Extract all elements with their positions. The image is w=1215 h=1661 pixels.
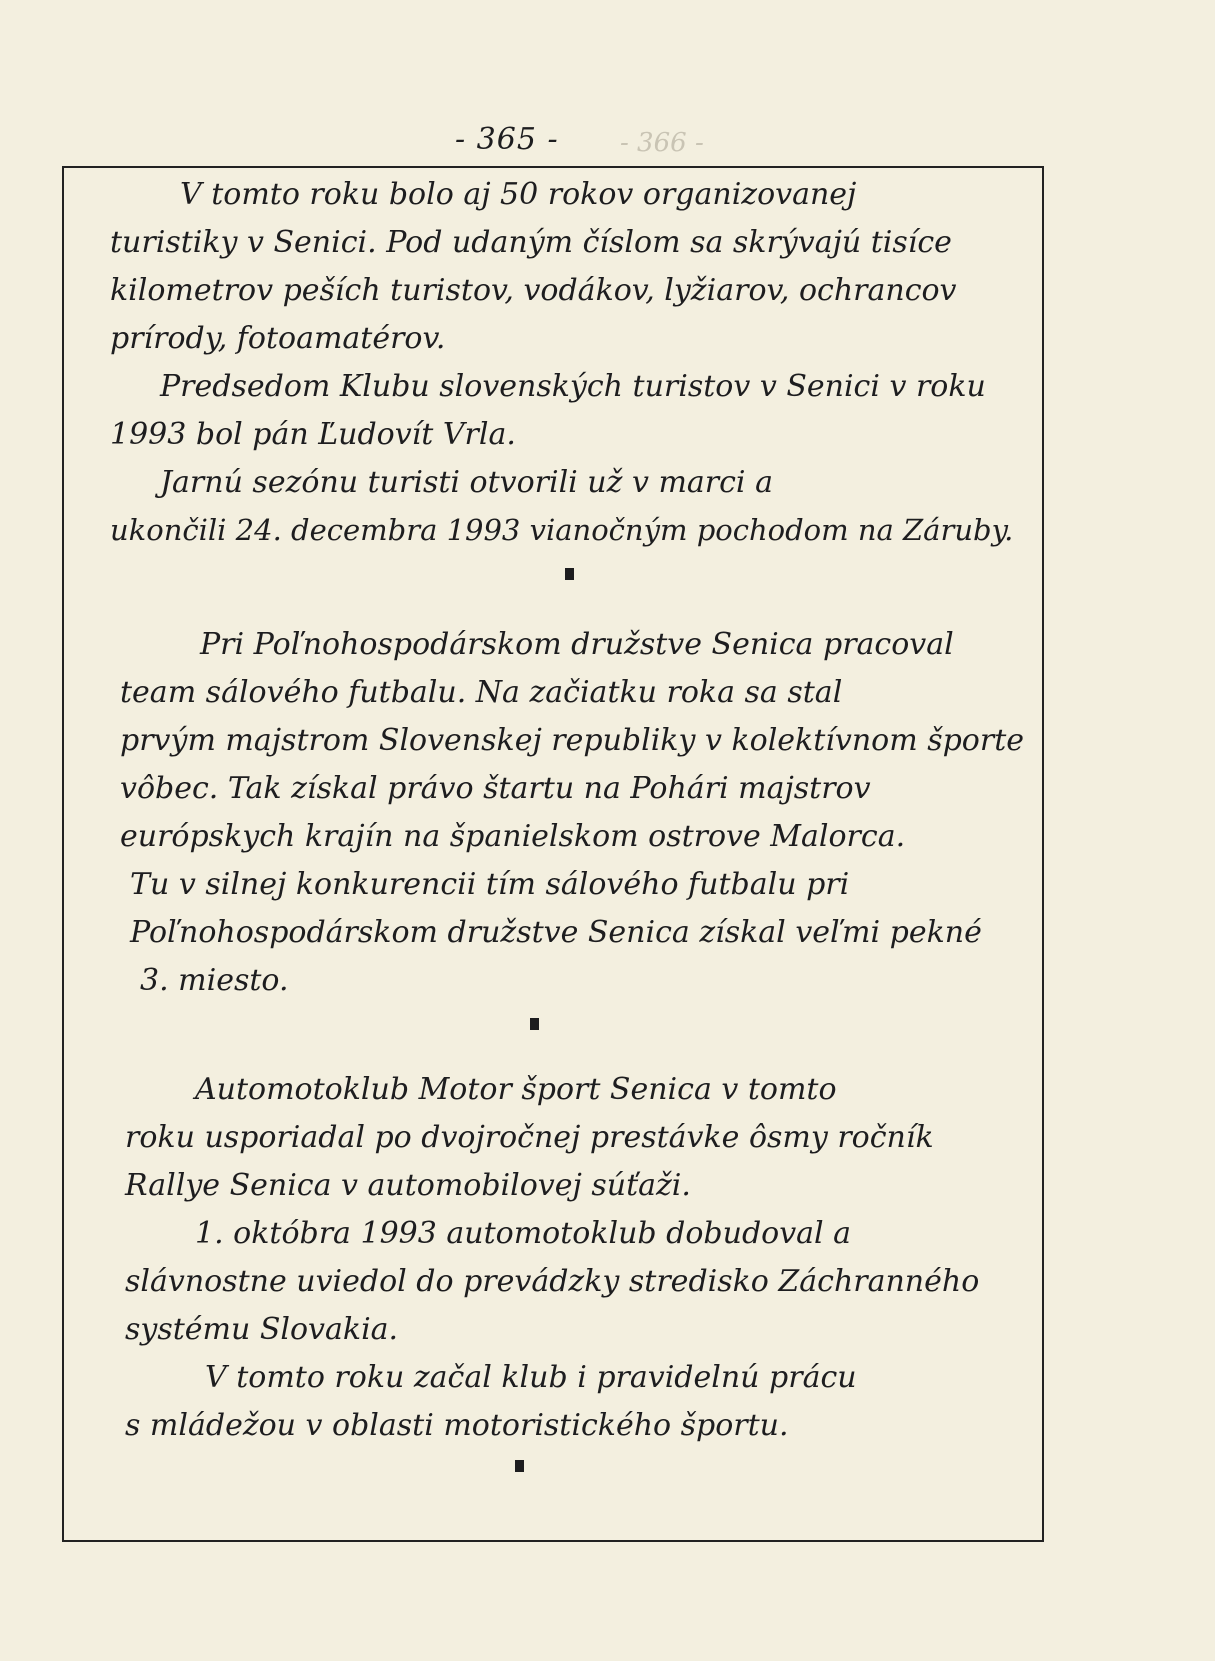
text-line: Automotoklub Motor šport Senica v tomto — [195, 1072, 837, 1107]
text-line: 1. októbra 1993 automotoklub dobudoval a — [195, 1216, 852, 1251]
text-line: Pri Poľnohospodárskom družstve Senica pracoval — [200, 627, 954, 662]
text-line: turistiky v Senici. Pod udaným číslom sa skrývajú tisíce — [110, 225, 952, 260]
text-line: Predsedom Klubu slovenských turistov v Senici v roku — [160, 369, 986, 404]
text-line: s mládežou v oblasti motoristického športu. — [125, 1408, 789, 1443]
text-line: 1993 bol pán Ľudovít Vrla. — [110, 417, 516, 452]
text-line: systému Slovakia. — [125, 1312, 399, 1347]
section-separator-mark — [515, 1460, 524, 1472]
page-number: - 365 - — [455, 122, 559, 157]
text-line: slávnostne uviedol do prevádzky stredisko Záchranného — [125, 1264, 980, 1299]
section-separator-mark — [530, 1018, 539, 1030]
text-line: Jarnú sezónu turisti otvorili už v marci a — [160, 465, 773, 500]
text-line: V tomto roku začal klub i pravidelnú prácu — [205, 1360, 857, 1395]
text-line: Poľnohospodárskom družstve Senica získal veľmi pekné — [130, 915, 982, 950]
text-line: prvým majstrom Slovenskej republiky v kolektívnom športe — [120, 723, 1024, 758]
text-line: team sálového futbalu. Na začiatku roka sa stal — [120, 675, 843, 710]
text-line: 3. miesto. — [140, 963, 289, 998]
section-separator-mark — [565, 568, 574, 580]
text-line: V tomto roku bolo aj 50 rokov organizovanej — [180, 177, 857, 212]
text-line: vôbec. Tak získal právo štartu na Pohári majstrov — [120, 771, 871, 806]
text-line: kilometrov peších turistov, vodákov, lyžiarov, ochrancov — [110, 273, 957, 308]
text-line: ukončili 24. decembra 1993 vianočným pochodom na Záruby. — [110, 513, 1014, 547]
text-line: roku usporiadal po dvojročnej prestávke ôsmy ročník — [125, 1120, 934, 1155]
text-line: Rallye Senica v automobilovej súťaži. — [125, 1168, 691, 1203]
ghost-page-number: - 366 - — [620, 128, 704, 158]
text-line: prírody, fotoamatérov. — [110, 321, 446, 356]
text-line: európskych krajín na španielskom ostrove Malorca. — [120, 819, 906, 854]
text-line: Tu v silnej konkurencii tím sálového futbalu pri — [130, 867, 850, 902]
